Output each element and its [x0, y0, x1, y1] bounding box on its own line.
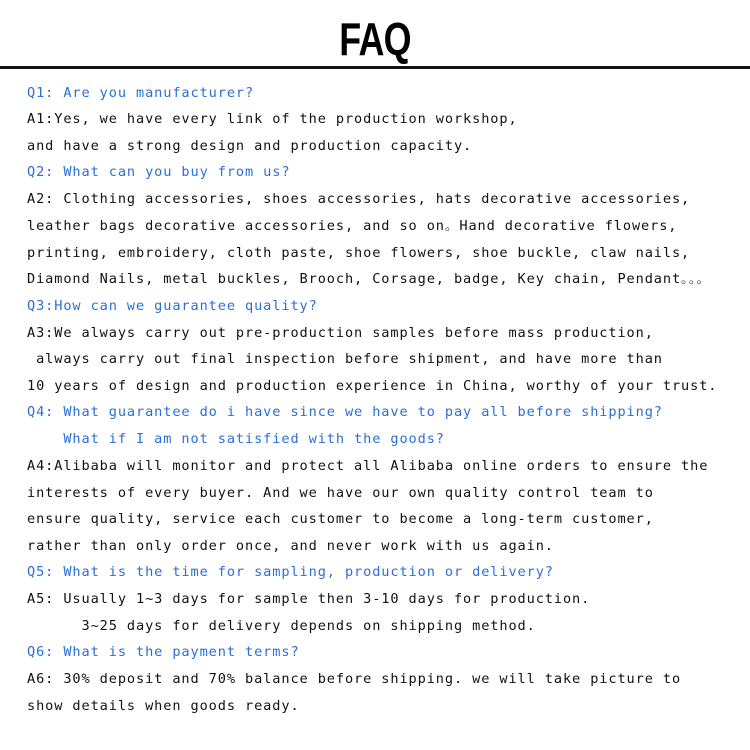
faq-answer: A1:Yes, we have every link of the production workshop,: [27, 111, 518, 127]
faq-answer: always carry out final inspection before shipment, and have more than: [27, 351, 663, 367]
faq-answer: A4:Alibaba will monitor and protect all Alibaba online orders to ensure the: [27, 458, 709, 474]
faq-question: Q3:How can we guarantee quality?: [27, 298, 318, 314]
faq-answer: printing, embroidery, cloth paste, shoe flowers, shoe buckle, claw nails,: [27, 245, 691, 261]
faq-answer: ensure quality, service each customer to become a long-term customer,: [27, 511, 654, 527]
faq-answer: A5: Usually 1~3 days for sample then 3-10 days for production.: [27, 591, 591, 607]
faq-question: Q2: What can you buy from us?: [27, 164, 291, 180]
faq-answer: A2: Clothing accessories, shoes accessories, hats decorative accessories,: [27, 191, 691, 207]
faq-answer: and have a strong design and production capacity.: [27, 138, 473, 154]
faq-question: Q1: Are you manufacturer?: [27, 85, 255, 101]
faq-answer: leather bags decorative accessories, and so on。Hand decorative flowers,: [27, 218, 678, 234]
faq-answer: show details when goods ready.: [27, 698, 300, 714]
faq-question: Q5: What is the time for sampling, production or delivery?: [27, 564, 554, 580]
faq-answer: interests of every buyer. And we have our own quality control team to: [27, 485, 654, 501]
faq-answer: rather than only order once, and never work with us again.: [27, 538, 554, 554]
faq-question: What if I am not satisfied with the goods?: [27, 431, 445, 447]
faq-answer: A6: 30% deposit and 70% balance before shipping. we will take picture to: [27, 671, 682, 687]
faq-answer: A3:We always carry out pre-production samples before mass production,: [27, 325, 654, 341]
faq-question: Q6: What is the payment terms?: [27, 644, 300, 660]
page-title: FAQ: [339, 13, 411, 65]
faq-question: Q4: What guarantee do i have since we have to pay all before shipping?: [27, 404, 663, 420]
faq-answer: 3~25 days for delivery depends on shipping method.: [27, 618, 536, 634]
faq-answer: Diamond Nails, metal buckles, Brooch, Corsage, badge, Key chain, Pendant。。。: [27, 271, 711, 287]
header-divider: [0, 66, 750, 69]
faq-answer: 10 years of design and production experience in China, worthy of your trust.: [27, 378, 718, 394]
